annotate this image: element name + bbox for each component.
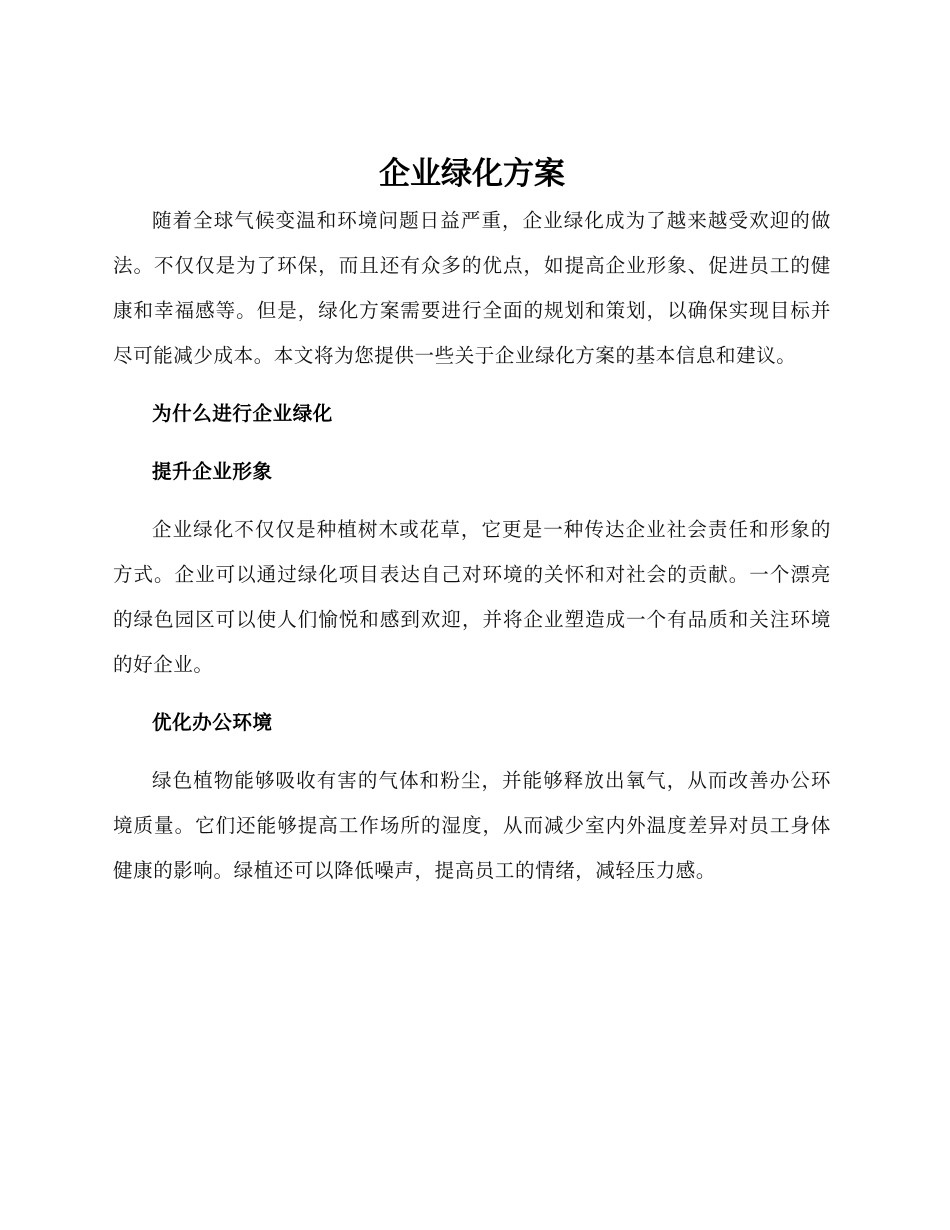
spacer bbox=[113, 494, 831, 507]
section-heading: 为什么进行企业绿化 bbox=[152, 402, 333, 425]
spacer bbox=[113, 687, 831, 700]
spacer bbox=[113, 378, 831, 391]
document-content bbox=[113, 150, 831, 893]
spacer bbox=[113, 745, 831, 758]
subsection-body-office: 绿色植物能够吸收有害的气体和粉尘，并能够释放出氧气，从而改善办公环境质量。它们还能够提高工作场所的湿度，从而减少室内外温度差异对员工身体健康的影响。绿植还可以降低噪声，提高员工的情绪，减轻压力感。 bbox=[113, 769, 831, 882]
intro-paragraph: 随着全球气候变温和环境问题日益严重，企业绿化成为了越来越受欢迎的做法。不仅仅是为了环保，而且还有众多的优点，如提高企业形象、促进员工的健康和幸福感等。但是，绿化方案需要进行全面的规划和策划，以确保实现目标并尽可能减少成本。本文将为您提供一些关于企业绿化方案的基本信息和建议。 bbox=[113, 209, 831, 367]
spacer bbox=[113, 436, 831, 449]
subsection-heading-image: 提升企业形象 bbox=[152, 460, 273, 483]
document-title: 企业绿化方案 bbox=[379, 156, 565, 192]
subsection-heading-office: 优化办公环境 bbox=[152, 711, 273, 734]
subsection-body-image: 企业绿化不仅仅是种植树木或花草，它更是一种传达企业社会责任和形象的方式。企业可以通过绿化项目表达自己对环境的关怀和对社会的贡献。一个漂亮的绿色园区可以使人们愉悦和感到欢迎，并将企业塑造成一个有品质和关注环境的好企业。 bbox=[113, 518, 831, 676]
